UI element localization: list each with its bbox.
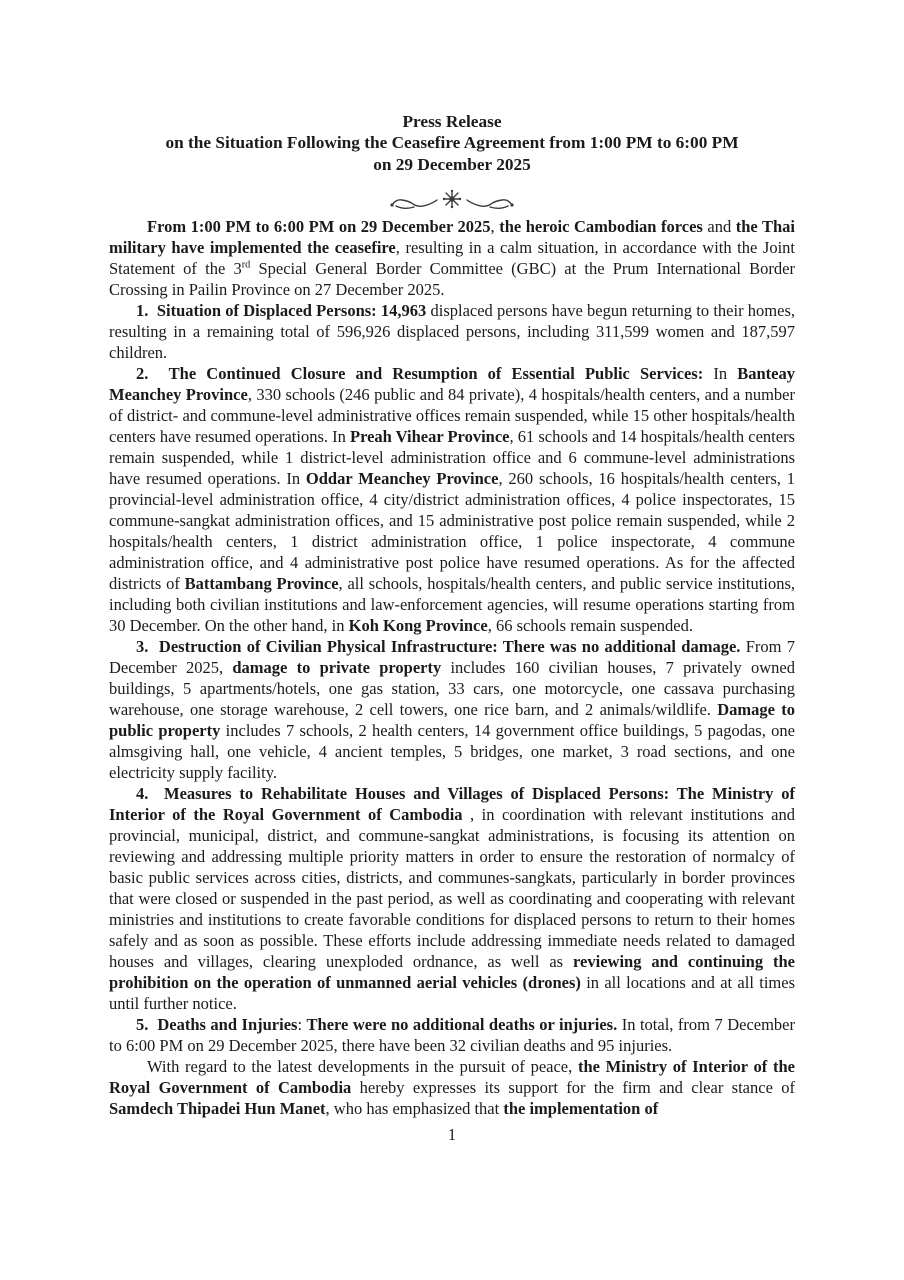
- paragraph-item-2: 2. The Continued Closure and Resumption of Essential Public Services: In Banteay Meanchey Province, 330 schools (246 public and 84 private), 4 hospitals/health centers, and a number of district- and commune-level administrative offices remain suspended, while 15 other hospitals/health centers have resumed operations. In Preah Vihear Province, 61 schools and 14 hospitals/health centers remain suspended, while 1 district-level administration office and 6 commune-level administrations have resumed operations. In Oddar Meanchey Province, 260 schools, 16 hospitals/health centers, 1 provincial-level administration office, 4 city/district administration offices, 4 police inspectorates, 15 commune-sangkat administration offices, and 15 administrative post police remain suspended, while 2 hospitals/health centers, 1 district administration office, 1 police inspectorate, 4 commune administration office, and 4 administrative post police have resumed operations. As for the affected districts of Battambang Province, all schools, hospitals/health centers, and public service institutions, including both civilian institutions and law-enforcement agencies, will resume operations starting from 30 December. On the other hand, in Koh Kong Province, 66 schools remain suspended.: [109, 363, 795, 635]
- page-number: 1: [447, 1124, 457, 1144]
- title-line-2: on the Situation Following the Ceasefire Agreement from 1:00 PM to 6:00 PM: [165, 133, 739, 153]
- ornament-divider: [109, 188, 795, 216]
- title-line-3: on 29 December 2025: [373, 154, 531, 174]
- document-title: [109, 111, 795, 175]
- paragraph-item-1: 1. Situation of Displaced Persons: 14,963 displaced persons have begun returning to their homes, resulting in a remaining total of 596,926 displaced persons, including 311,599 women and 187,597 children.: [109, 300, 795, 362]
- paragraph-item-4: 4. Measures to Rehabilitate Houses and Villages of Displaced Persons: The Ministry of Interior of the Royal Government of Cambodia , in coordination with relevant institutions and provincial, municipal, district, and commune-sangkat administrations, is focusing its attention on reviewing and addressing multiple priority matters in order to ensure the restoration of normalcy of basic public services across cities, districts, and communes-sangkats, particularly in border provinces that were closed or suspended in the past period, as well as coordinating and cooperating with relevant ministries and institutions to create favorable conditions for displaced persons to return to their homes safely and as soon as possible. These efforts include addressing immediate needs related to damaged houses and villages, clearing unexploded ordnance, as well as reviewing and continuing the prohibition on the operation of unmanned aerial vehicles (drones) in all locations and at all times until further notice.: [109, 783, 795, 1013]
- paragraph-item-5: 5. Deaths and Injuries: There were no additional deaths or injuries. In total, from 7 December to 6:00 PM on 29 December 2025, there have been 32 civilian deaths and 95 injuries.: [109, 1014, 795, 1055]
- paragraph-closing: With regard to the latest developments in the pursuit of peace, the Ministry of Interior of the Royal Government of Cambodia hereby expresses its support for the firm and clear stance of Samdech Thipadei Hun Manet, who has emphasized that the implementation of: [109, 1056, 795, 1118]
- paragraph-item-3: 3. Destruction of Civilian Physical Infrastructure: There was no additional damage. From 7 December 2025, damage to private property includes 160 civilian houses, 7 privately owned buildings, 5 apartments/hotels, one gas station, 33 cars, one motorcycle, one cassava purchasing warehouse, one storage warehouse, 2 cell towers, one rice barn, and 2 animals/wildlife. Damage to public property includes 7 schools, 2 health centers, 14 government office buildings, 5 pagodas, one almsgiving hall, one vehicle, 4 ancient temples, 5 bridges, one market, 3 road sections, and one electricity supply facility.: [109, 636, 796, 782]
- document-body: [109, 216, 795, 1119]
- title-line-1: Press Release: [402, 112, 502, 131]
- paragraph-intro: From 1:00 PM to 6:00 PM on 29 December 2025, the heroic Cambodian forces and the Thai military have implemented the ceasefire, resulting in a calm situation, in accordance with the Joint Statement of the 3rd Special General Border Committee (GBC) at the Prum International Border Crossing in Pailin Province on 27 December 2025.: [109, 216, 796, 299]
